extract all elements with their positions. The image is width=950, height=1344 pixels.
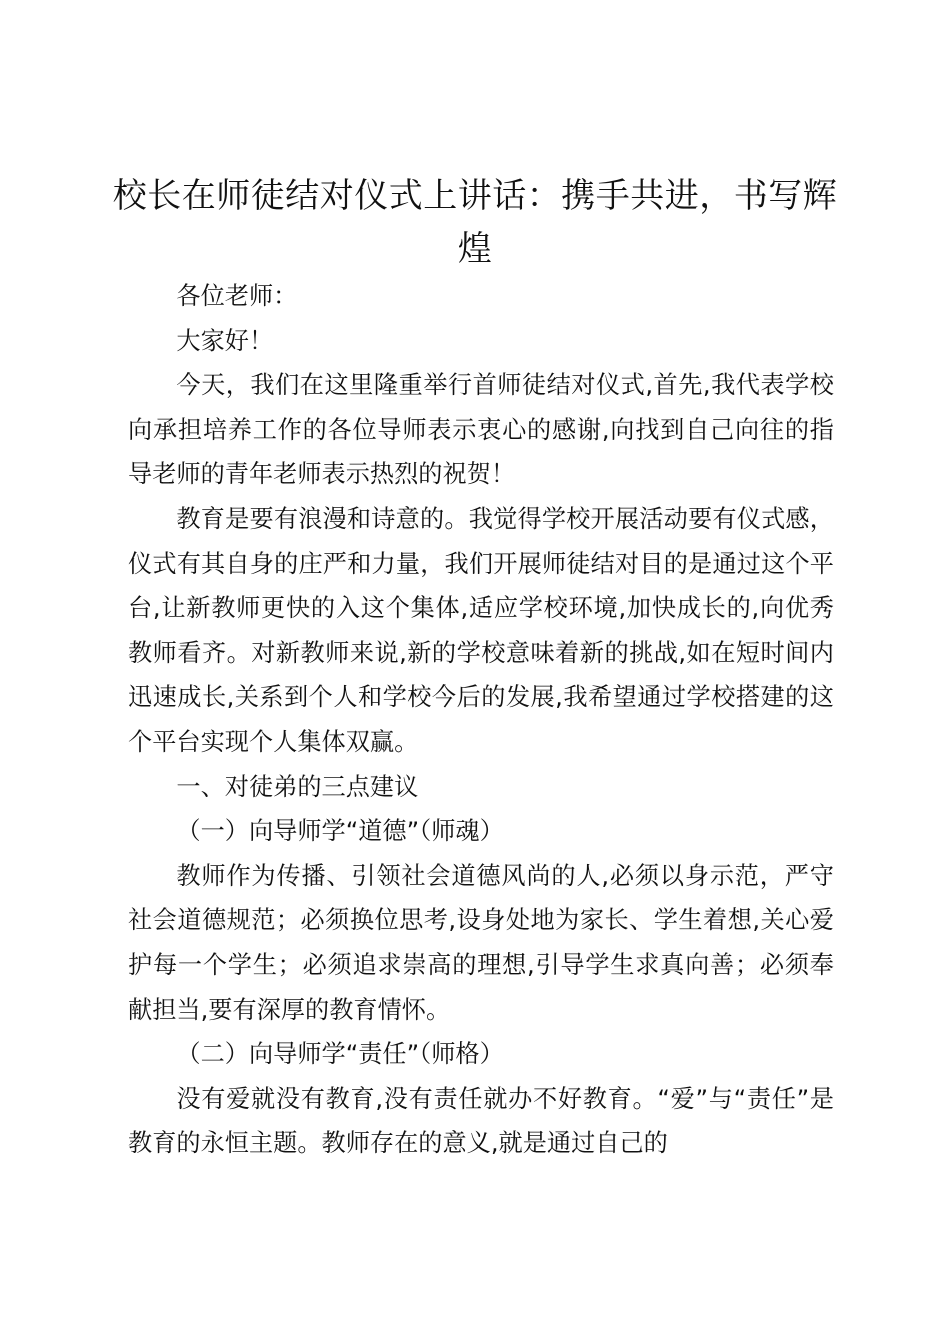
salutation: 各位老师： (176, 282, 298, 310)
greeting: 大家好！ (176, 326, 274, 355)
education-paragraph: 教育是要有浪漫和诗意的。我觉得学校开展活动要有仪式感，仪式有其自身的庄严和力量，我们开展师徒结对目的是通过这个平台,让新教师更快的入这个集体,适应学校环境,加快成长的,向优秀教师看齐。对新教师来说,新的学校意味着新的挑战,如在短时间内迅速成长,关系到个人和学校今后的发展,我希望通过学校搭建的这个平台实现个人集体双赢。 (128, 504, 834, 756)
morality-paragraph: 教师作为传播、引领社会道德风尚的人,必须以身示范，严守社会道德规范；必须换位思考,设身处地为家长、学生着想,关心爱护每一个学生；必须追求崇高的理想,引导学生求真向善；必须奉献担当,要有深厚的教育情怀。 (128, 861, 834, 1024)
responsibility-paragraph: 没有爱就没有教育,没有责任就办不好教育。“爱”与“责任”是教育的永恒主题。教师存在的意义,就是通过自己的 (128, 1084, 834, 1158)
section-heading-apprentice-advice: 一、对徒弟的三点建议 (176, 772, 419, 801)
document-title: 校长在师徒结对仪式上讲话：携手共进，书写辉煌 (112, 176, 838, 269)
opening-paragraph: 今天，我们在这里隆重举行首师徒结对仪式,首先,我代表学校向承担培养工作的各位导师表示衷心的感谢,向找到自己向往的指导老师的青年老师表示热烈的祝贺！ (128, 371, 834, 489)
subheading-responsibility: （二）向导师学“责任”（师格） (176, 1040, 504, 1069)
subheading-morality: （一）向导师学“道德”（师魂） (176, 817, 504, 846)
document-body (128, 274, 834, 1166)
